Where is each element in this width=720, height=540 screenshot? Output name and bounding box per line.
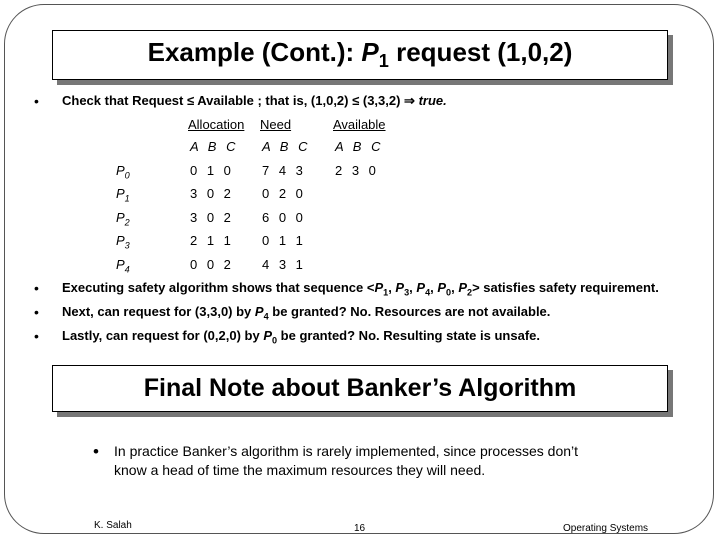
bullet: • <box>34 93 39 109</box>
abc-label: A B C <box>335 139 384 154</box>
abc-label: A B C <box>262 139 311 154</box>
process-label: $P_4$ <box>116 257 130 275</box>
check-request-line: Check that Request ≤ Available ; that is, (1,0,2) ≤ (3,3,2) ⇒ true. <box>62 93 447 108</box>
need-cell: 0 2 0 <box>262 186 306 201</box>
allocation-header: Allocation <box>188 117 245 132</box>
footer-author: K. Salah <box>94 520 132 531</box>
bullet: • <box>34 304 39 320</box>
process-label: $P_3$ <box>116 233 130 251</box>
need-cell: 0 1 1 <box>262 233 306 248</box>
allocation-cell: 2 1 1 <box>190 233 234 248</box>
need-cell: 4 3 1 <box>262 257 306 272</box>
process-label: $P_0$ <box>116 163 130 181</box>
request-p4-line: Next, can request for (3,3,0) by $P_4$ be granted? No. Resources are not available. <box>62 304 551 322</box>
request-p0-line: Lastly, can request for (0,2,0) by $P_0$ be granted? No. Resulting state is unsafe. <box>62 328 540 346</box>
process-label: $P_1$ <box>116 186 130 204</box>
need-cell: 7 4 3 <box>262 163 306 178</box>
need-header: Need <box>260 117 292 132</box>
allocation-cell: 3 0 2 <box>190 186 234 201</box>
safety-sequence-line: Executing safety algorithm shows that sequence $<P_1$, $P_3$, $P_4$, $P_0$, $P_2>$ satisfies safety requirement. <box>62 280 659 298</box>
bullet: • <box>34 328 39 344</box>
allocation-cell: 0 0 2 <box>190 257 234 272</box>
final-note-title: Final Note about Banker’s Algorithm <box>143 374 577 402</box>
available-cell: 2 3 0 <box>335 163 379 178</box>
bullet: • <box>93 442 99 461</box>
available-header: Available <box>333 117 386 132</box>
bullet: • <box>34 280 39 296</box>
need-cell: 6 0 0 <box>262 210 306 225</box>
footer-page-number: 16 <box>354 523 366 534</box>
footer-course: Operating Systems <box>563 523 649 534</box>
allocation-cell: 0 1 0 <box>190 163 234 178</box>
allocation-cell: 3 0 2 <box>190 210 234 225</box>
final-note-text: In practice Banker’s algorithm is rarely implemented, since processes don’t know a head of time the maximum resources they will need. <box>114 443 579 478</box>
final-note-title-box <box>52 365 668 412</box>
abc-label: A B C <box>190 139 239 154</box>
slide-title: Example (Cont.): $P_1$ request (1,0,2) <box>147 37 573 72</box>
process-label: $P_2$ <box>116 210 130 228</box>
slide-title-box <box>52 30 668 80</box>
